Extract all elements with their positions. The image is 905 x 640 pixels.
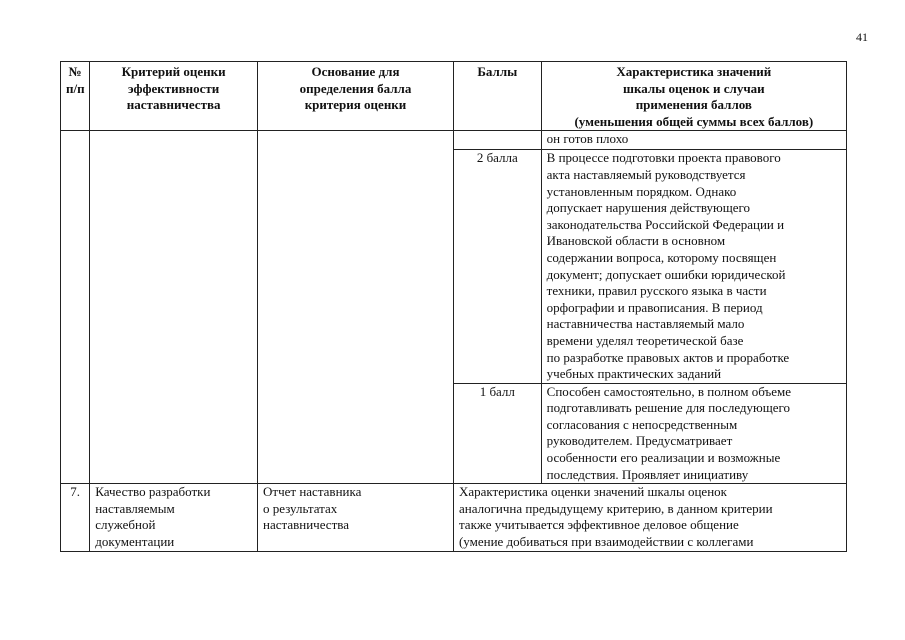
text-line: законодательства Российской Федерации и <box>546 216 785 232</box>
text-line: В процессе подготовки проекта правового <box>546 150 781 166</box>
header-basis <box>258 62 454 131</box>
text-line: о результатах <box>263 500 338 516</box>
table-header-row <box>61 62 847 131</box>
cell-criterion <box>90 484 258 551</box>
text-line: учебных практических заданий <box>546 366 722 382</box>
text-line: Способен самостоятельно, в полном объеме <box>546 383 792 399</box>
header-criterion <box>90 62 258 131</box>
cell-basis-empty <box>258 131 454 484</box>
cell-continued-text <box>541 131 846 150</box>
text-line: наставляемым <box>95 500 175 516</box>
text-line: эффективности <box>127 80 220 96</box>
text-line: служебной <box>95 517 156 533</box>
text-line: подготавливать решение для последующего <box>546 400 791 416</box>
header-characteristic <box>541 62 846 131</box>
text-line: орфографии и правописания. В период <box>546 299 763 315</box>
text-line: по разработке правовых актов и проработке <box>546 349 790 365</box>
cell-description <box>453 484 846 551</box>
text-line: последствия. Проявляет инициативу <box>546 466 749 482</box>
text-line: акта наставляемый руководствуется <box>546 166 746 182</box>
cell-number-empty <box>61 131 90 484</box>
text-line: руководителем. Предусматривает <box>546 433 733 449</box>
text-line: Отчет наставника <box>263 484 362 500</box>
text-line: определения балла <box>299 80 412 96</box>
header-score <box>453 62 541 131</box>
cell-score-empty <box>453 131 541 150</box>
text-line: наставничества <box>263 517 349 533</box>
text-line: Основание для <box>311 64 400 79</box>
text-line: документ; допускает ошибки юридической <box>546 266 786 282</box>
text-line: шкалы оценок и случаи <box>622 80 765 96</box>
text-line: Характеристика оценки значений шкалы оценок <box>458 484 727 500</box>
text-line: он готов плохо <box>546 131 629 147</box>
text-line: техники, правил русского языка в части <box>546 283 767 299</box>
cell-basis <box>258 484 454 551</box>
text-line: (уменьшения общей суммы всех баллов) <box>574 113 814 129</box>
cell-score: 1 балл <box>453 383 541 484</box>
header-number <box>61 62 90 131</box>
text-line: времени уделял теоретической базе <box>546 332 744 348</box>
cell-characteristic <box>541 150 846 383</box>
text-line: № <box>68 64 82 79</box>
text-line: Баллы <box>477 64 518 79</box>
text-line: п/п <box>66 80 85 96</box>
cell-characteristic <box>541 383 846 484</box>
text-line: критерия оценки <box>304 97 407 113</box>
cell-number: 7. <box>61 484 90 551</box>
text-line: аналогична предыдущему критерию, в данном критерии <box>458 500 773 516</box>
table-row <box>61 484 847 551</box>
text-line: применения баллов <box>635 97 752 113</box>
text-line: содержании вопроса, которому посвящен <box>546 249 777 265</box>
text-line: документации <box>95 534 175 550</box>
text-line: Качество разработки <box>95 484 211 500</box>
table-row <box>61 131 847 150</box>
text-line: (умение добиваться при взаимодействии с коллегами <box>458 534 754 550</box>
text-line: Характеристика значений <box>616 64 772 79</box>
evaluation-table <box>60 61 847 552</box>
cell-criterion-empty <box>90 131 258 484</box>
text-line: наставничества <box>126 97 221 113</box>
text-line: Ивановской области в основном <box>546 233 726 249</box>
text-line: установленным порядком. Однако <box>546 183 737 199</box>
text-line: наставничества наставляемый мало <box>546 316 745 332</box>
text-line: допускает нарушения действующего <box>546 200 751 216</box>
text-line: Критерий оценки <box>121 64 226 79</box>
text-line: также учитывается эффективное деловое общение <box>458 517 739 533</box>
page-number: 41 <box>856 30 868 44</box>
cell-score: 2 балла <box>453 150 541 383</box>
text-line: согласования с непосредственным <box>546 416 738 432</box>
text-line: особенности его реализации и возможные <box>546 450 781 466</box>
